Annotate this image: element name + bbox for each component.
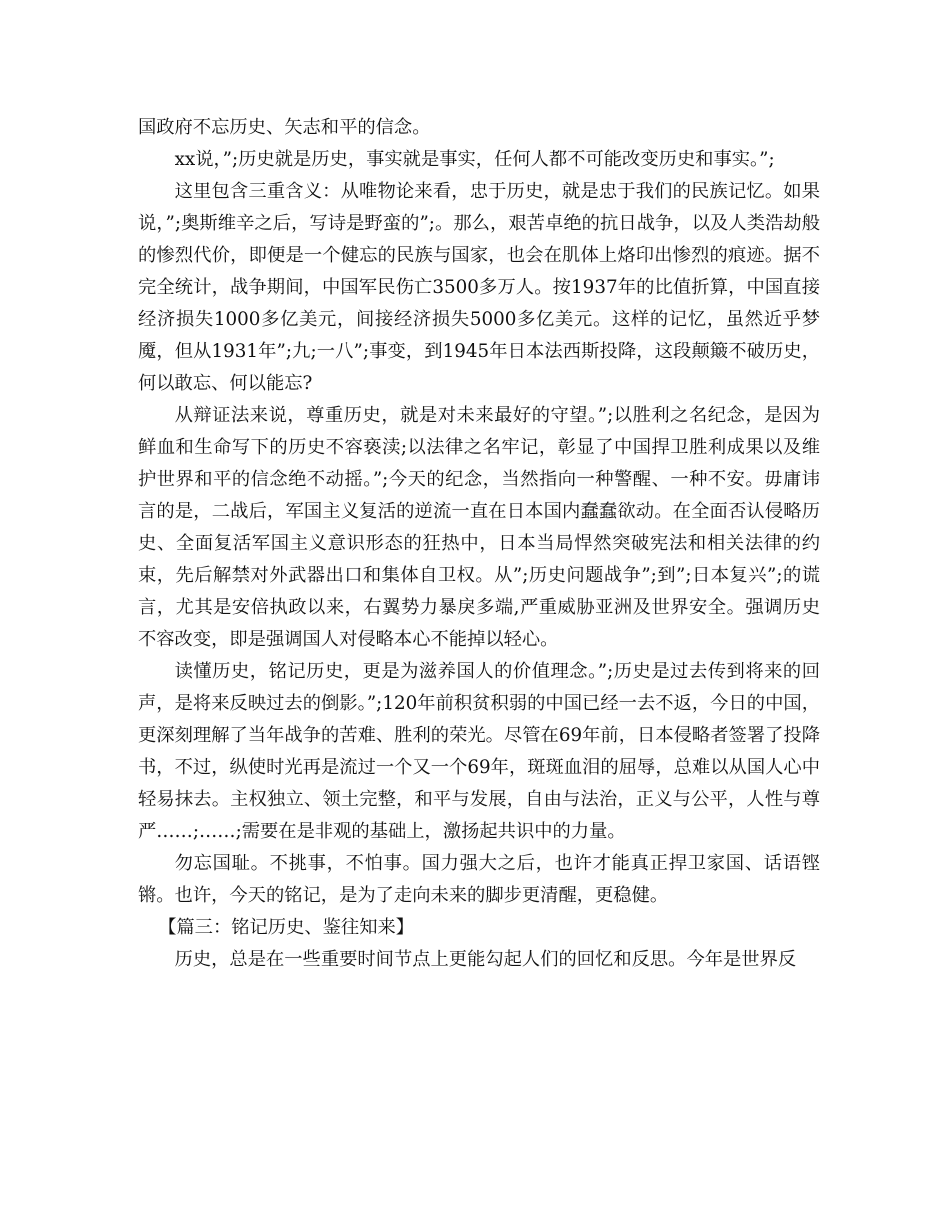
paragraph-continuation: 国政府不忘历史、矢志和平的信念。 — [138, 117, 431, 138]
paragraph-dialectics: 从辩证法来说，尊重历史，就是对未来最好的守望。”;以胜利之名纪念，是因为鲜血和生命写下的历史不容亵渎;以法律之名牢记，彰显了中国捍卫胜利成果以及维护世界和平的信念绝不动摇。”;今天的纪念，当然指向一种警醒、一种不安。毋庸讳言的是，二战后，军国主义复活的逆流一直在日本国内蠢蠢欲动。在全面否认侵略历史、全面复活军国主义意识形态的狂热中，日本当局悍然突破宪法和相关法律的约束，先后解禁对外武器出口和集体自卫权。从”;历史问题战争”;到”;日本复兴”;的谎言，尤其是安倍执政以来，右翼势力暴戾多端,严重威胁亚洲及世界安全。强调历史不容改变，即是强调国人对侵略本心不能掉以轻心。 — [138, 405, 820, 650]
document-body — [138, 112, 820, 976]
paragraph-quote: xx说，”;历史就是历史，事实就是事实，任何人都不可能改变历史和事实。”; — [174, 149, 775, 170]
paragraph-national-humiliation: 勿忘国耻。不挑事，不怕事。国力强大之后，也许才能真正捍卫家国、话语铿锵。也许，今天的铭记，是为了走向未来的脚步更清醒，更稳健。 — [138, 853, 820, 906]
paragraph-materialism: 这里包含三重含义：从唯物论来看，忠于历史，就是忠于我们的民族记忆。如果说，”;奥斯维辛之后，写诗是野蛮的”;。那么，艰苦卓绝的抗日战争，以及人类浩劫般的惨烈代价，即便是一个健忘的民族与国家，也会在肌体上烙印出惨烈的痕迹。据不完全统计，战争期间，中国军民伤亡3500多万人。按1937年的比值折算，中国直接经济损失1000多亿美元，间接经济损失5000多亿美元。这样的记忆，虽然近乎梦魇，但从1931年”;九;一八”;事变，到1945年日本法西斯投降，这段颠簸不破历史，何以敢忘、何以能忘? — [138, 181, 820, 394]
paragraph-history-intro: 历史，总是在一些重要时间节点上更能勾起人们的回忆和反思。今年是世界反 — [174, 949, 797, 970]
paragraph-values: 读懂历史，铭记历史，更是为滋养国人的价值理念。”;历史是过去传到将来的回声，是将来反映过去的倒影。”;120年前积贫积弱的中国已经一去不返，今日的中国，更深刻理解了当年战争的苦难、胜利的荣光。尽管在69年前，日本侵略者签署了投降书，不过，纵使时光再是流过一个又一个69年，斑斑血泪的屈辱，总难以从国人心中轻易抹去。主权独立、领土完整，和平与发展，自由与法治，正义与公平，人性与尊严……;……;需要在是非观的基础上，激扬起共识中的力量。 — [138, 661, 820, 842]
section-heading: 【篇三：铭记历史、鉴往知来】 — [158, 917, 415, 938]
